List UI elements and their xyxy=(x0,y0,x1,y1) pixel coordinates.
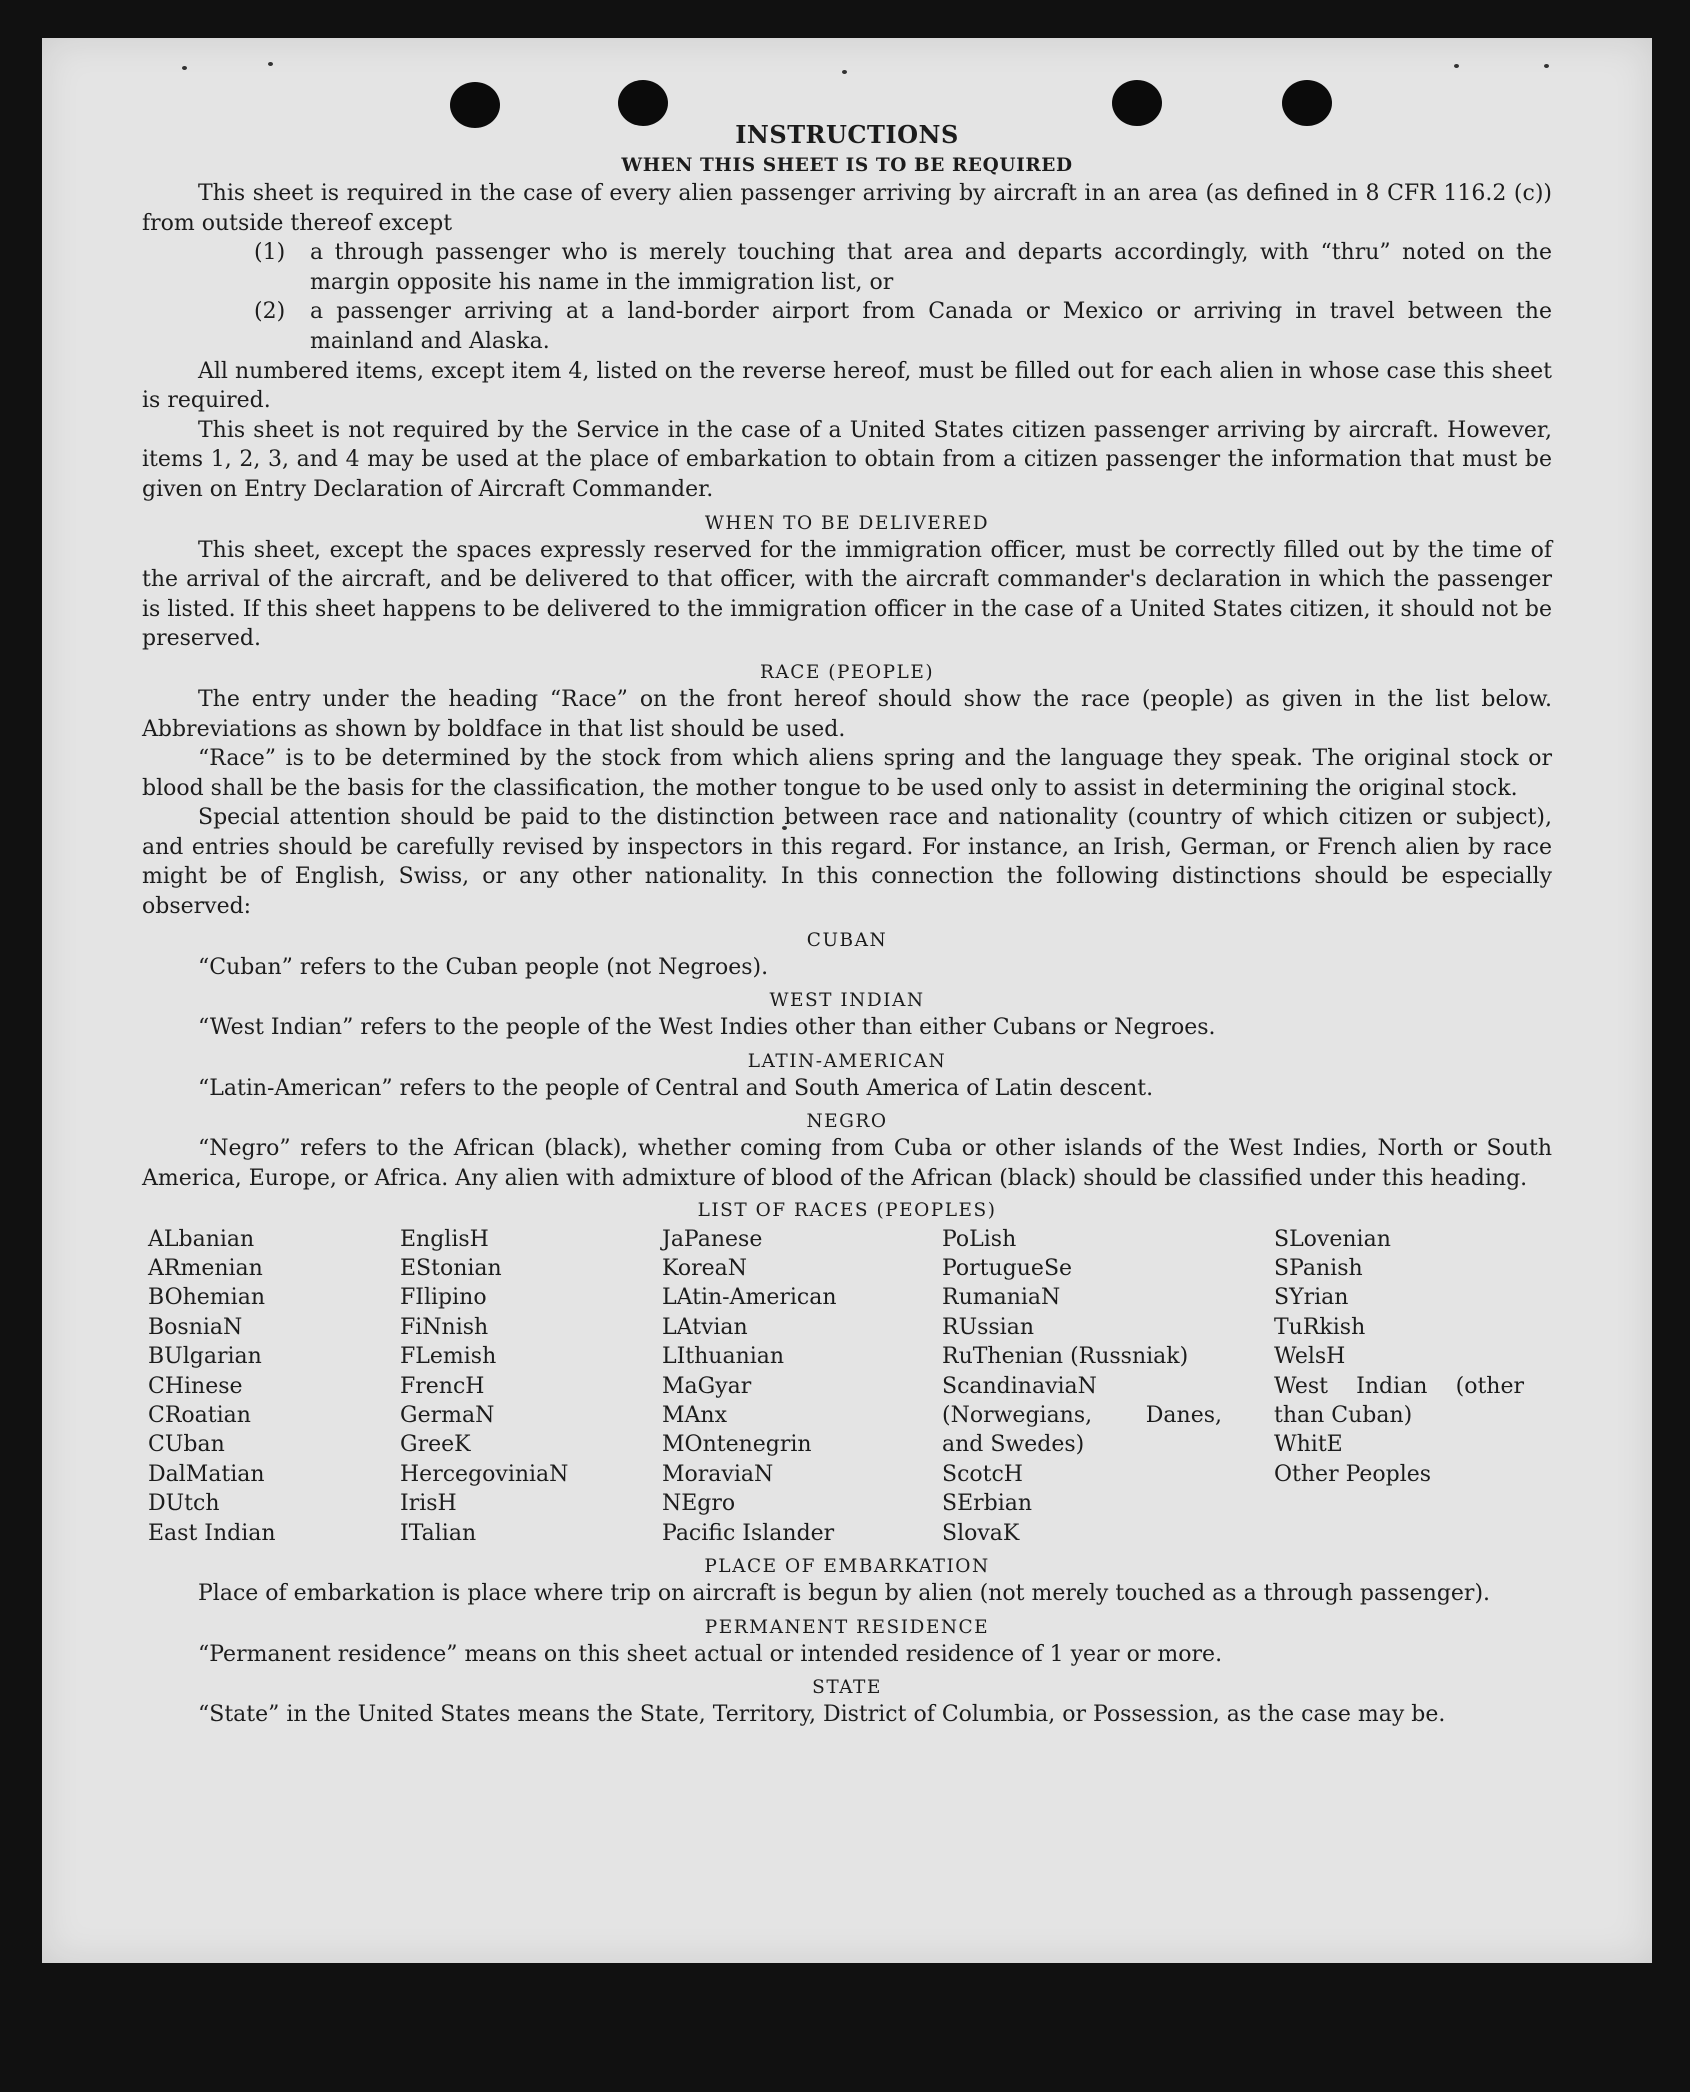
paragraph: “West Indian” refers to the people of the West Indies other than either Cubans or Negroes. xyxy=(198,1015,1216,1041)
paragraph: “Latin-American” refers to the people of Central and South America of Latin descent. xyxy=(198,1075,1154,1101)
speck xyxy=(1454,64,1459,68)
race-entry: JaPanese xyxy=(662,1226,763,1252)
race-entry: SErbian xyxy=(942,1491,1033,1517)
section-heading-state: STATE xyxy=(812,1677,882,1699)
race-entry: FiNnish xyxy=(400,1314,489,1340)
race-entry: RuThenian (Russniak) xyxy=(942,1344,1189,1370)
list-item xyxy=(254,297,1552,356)
paragraph: “Race” is to be determined by the stock from which aliens spring and the language they speak. The original stock or blood shall be the basis for the classification, the mother tongue to be used only to assist in determining the original stock. xyxy=(142,746,1552,801)
section-heading-latin-american: LATIN-AMERICAN xyxy=(747,1050,947,1072)
item-text: a through passenger who is merely touching that area and departs accordingly, with “thru” noted on the margin opposite his name in the immigration list, or xyxy=(310,240,1552,295)
races-column xyxy=(662,1225,942,1548)
paragraph: The entry under the heading “Race” on the front hereof should show the race (people) as given in the list below. Abbreviations as shown by boldface in that list should be used. xyxy=(142,686,1552,742)
paragraph: “Cuban” refers to the Cuban people (not Negroes). xyxy=(198,954,769,980)
races-column xyxy=(148,1225,400,1548)
section-heading-list-of-races: LIST OF RACES (PEOPLES) xyxy=(697,1199,997,1221)
race-entry: TuRkish xyxy=(1274,1314,1366,1340)
race-entry: BOhemian xyxy=(148,1285,265,1311)
race-entry: MaGyar xyxy=(662,1373,752,1399)
speck xyxy=(268,62,273,66)
race-entry: SYrian xyxy=(1274,1285,1349,1311)
race-entry: East Indian xyxy=(148,1520,276,1546)
race-entry: IrisH xyxy=(400,1491,457,1517)
speck xyxy=(1544,64,1549,68)
race-entry: PoLish xyxy=(942,1226,1017,1252)
paragraph: “Permanent residence” means on this sheet actual or intended residence of 1 year or more. xyxy=(198,1641,1223,1667)
race-entry: FrencH xyxy=(400,1373,485,1399)
race-entry: ScandinaviaN (Norwegians, Danes, and Swedes) xyxy=(942,1373,1222,1458)
race-entry: SLovenian xyxy=(1274,1226,1391,1252)
item-number: (2) xyxy=(254,299,286,325)
list-item xyxy=(254,238,1552,297)
race-entry: Pacific Islander xyxy=(662,1520,835,1546)
race-entry: ITalian xyxy=(400,1520,477,1546)
race-entry: MOntenegrin xyxy=(662,1432,812,1458)
race-entry: CUban xyxy=(148,1432,225,1458)
race-entry: WelsH xyxy=(1274,1344,1346,1370)
section-heading-delivered: WHEN TO BE DELIVERED xyxy=(704,512,990,534)
paragraph: This sheet is required in the case of every alien passenger arriving by aircraft in an area (as defined in 8 CFR 116.2 (c)) from outside thereof except xyxy=(142,181,1552,236)
race-entry: BUlgarian xyxy=(148,1344,262,1370)
race-entry: GermaN xyxy=(400,1403,495,1429)
race-entry: PortugueSe xyxy=(942,1256,1073,1282)
race-entry: Other Peoples xyxy=(1274,1461,1432,1487)
races-column xyxy=(942,1225,1230,1548)
paragraph: “Negro” refers to the African (black), whether coming from Cuba or other islands of the West Indies, North or South America, Europe, or Africa. Any alien with admixture of blood of the African (black) should be classified under this heading. xyxy=(142,1136,1552,1192)
paragraph: This sheet is not required by the Service in the case of a United States citizen passenger arriving by aircraft. However, items 1, 2, 3, and 4 may be used at the place of embarkation to obtain from a citizen passenger the information that must be given on Entry Declaration of Aircraft Commander. xyxy=(142,417,1552,502)
race-entry: DUtch xyxy=(148,1491,220,1517)
section-heading-residence: PERMANENT RESIDENCE xyxy=(704,1616,990,1638)
paragraph: This sheet, except the spaces expressly reserved for the immigration officer, must be correctly filled out by the time of the arrival of the aircraft, and be delivered to that officer, with the aircraft commander's declaration in which the passenger is listed. If this sheet happens to be delivered to the immigration officer in the case of a United States citizen, it should not be preserved. xyxy=(142,537,1552,652)
race-entry: FLemish xyxy=(400,1344,497,1370)
page-title: INSTRUCTIONS xyxy=(735,120,959,149)
race-entry: CHinese xyxy=(148,1373,243,1399)
race-entry: KoreaN xyxy=(662,1256,747,1282)
race-entry: NEgro xyxy=(662,1491,736,1517)
race-entry: SPanish xyxy=(1274,1256,1363,1282)
paragraph: Place of embarkation is place where trip on aircraft is begun by alien (not merely touched as a through passenger). xyxy=(198,1581,1491,1607)
race-entry: BosniaN xyxy=(148,1314,243,1340)
section-heading-cuban: CUBAN xyxy=(806,929,888,951)
races-column xyxy=(400,1225,662,1548)
race-entry: LIthuanian xyxy=(662,1344,785,1370)
race-entry: HercegoviniaN xyxy=(400,1461,569,1487)
race-entry: RUssian xyxy=(942,1314,1035,1340)
race-entry: LAtin-American xyxy=(662,1285,837,1311)
section-heading-west-indian: WEST INDIAN xyxy=(769,990,925,1012)
race-entry: WhitE xyxy=(1274,1432,1343,1458)
races-list xyxy=(148,1225,1552,1548)
race-entry: RumaniaN xyxy=(942,1285,1061,1311)
race-entry: LAtvian xyxy=(662,1314,748,1340)
race-entry: CRoatian xyxy=(148,1403,251,1429)
race-entry: ScotcH xyxy=(942,1461,1023,1487)
speck xyxy=(182,66,187,70)
race-entry: GreeK xyxy=(400,1432,471,1458)
item-text: a passenger arriving at a land-border airport from Canada or Mexico or arriving in travel between the mainland and Alaska. xyxy=(310,299,1552,354)
speck xyxy=(842,70,847,74)
race-entry: ALbanian xyxy=(148,1226,255,1252)
race-entry: ARmenian xyxy=(148,1256,263,1282)
race-entry: DalMatian xyxy=(148,1461,265,1487)
paragraph: Special attention should be paid to the distinction between race and nationality (country of which citizen or subject), and entries should be carefully revised by inspectors in this regard. For instance, an Irish, German, or French alien by race might be of English, Swiss, or any other nationality. In this connection the following distinctions should be especially observed: xyxy=(142,805,1552,920)
race-entry: MAnx xyxy=(662,1403,727,1429)
race-entry: West Indian (other than Cuban) xyxy=(1274,1373,1524,1429)
paragraph: “State” in the United States means the State, Territory, District of Columbia, or Possession, as the case may be. xyxy=(198,1702,1446,1728)
section-heading-race: RACE (PEOPLE) xyxy=(759,661,935,683)
race-entry: EnglisH xyxy=(400,1226,489,1252)
section-heading-embarkation: PLACE OF EMBARKATION xyxy=(704,1556,990,1578)
section-heading-required: WHEN THIS SHEET IS TO BE REQUIRED xyxy=(621,155,1073,176)
race-entry: FIlipino xyxy=(400,1285,487,1311)
races-column xyxy=(1274,1225,1534,1548)
race-entry: MoraviaN xyxy=(662,1461,774,1487)
section-heading-negro: NEGRO xyxy=(806,1111,888,1133)
item-number: (1) xyxy=(254,240,286,266)
paragraph: All numbered items, except item 4, listed on the reverse hereof, must be filled out for each alien in whose case this sheet is required. xyxy=(142,358,1552,414)
race-entry: EStonian xyxy=(400,1256,502,1282)
instructions-text xyxy=(142,120,1552,1730)
race-entry: SlovaK xyxy=(942,1520,1020,1546)
